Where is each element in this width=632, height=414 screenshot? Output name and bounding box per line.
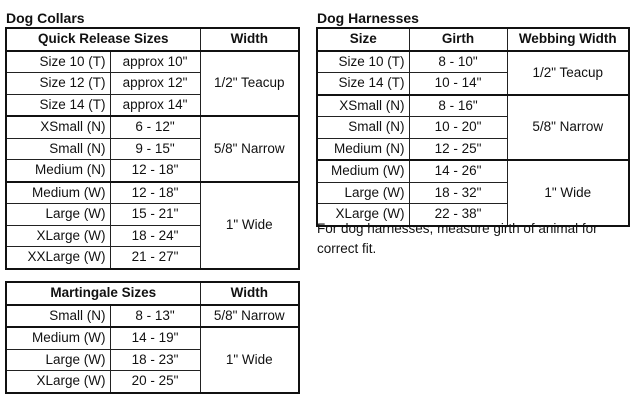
table-row: [317, 160, 629, 182]
size-cell: Size 12 (T): [6, 73, 110, 95]
size-cell: Medium (W): [6, 327, 110, 349]
measurement-cell: 10 - 20": [409, 117, 507, 139]
width-cell: 1" Wide: [507, 160, 629, 226]
width-cell: 5/8" Narrow: [200, 116, 299, 182]
size-cell: Large (W): [6, 204, 110, 226]
measurement-cell: 15 - 21": [110, 204, 200, 226]
measurement-cell: approx 10": [110, 51, 200, 73]
measurement-cell: 21 - 27": [110, 247, 200, 269]
measurement-cell: 22 - 38": [409, 204, 507, 226]
measurement-cell: 10 - 14": [409, 73, 507, 95]
size-cell: Large (W): [6, 349, 110, 371]
width-cell: 1" Wide: [200, 182, 299, 269]
column-header: Quick Release Sizes: [6, 28, 200, 51]
size-cell: Medium (W): [317, 160, 409, 182]
table-row: [6, 305, 299, 328]
width-cell: 5/8" Narrow: [200, 305, 299, 328]
column-header: Width: [200, 282, 299, 305]
table-row: [317, 51, 629, 73]
table-row: [6, 182, 299, 204]
measurement-cell: 14 - 19": [110, 327, 200, 349]
measurement-cell: 18 - 23": [110, 349, 200, 371]
size-cell: XLarge (W): [317, 204, 409, 226]
table-row: [317, 95, 629, 117]
size-cell: XLarge (W): [6, 225, 110, 247]
size-cell: Small (N): [6, 138, 110, 160]
size-cell: XXLarge (W): [6, 247, 110, 269]
size-cell: Size 10 (T): [317, 51, 409, 73]
column-header: Girth: [409, 28, 507, 51]
width-cell: 1" Wide: [200, 327, 299, 393]
width-cell: 1/2" Teacup: [507, 51, 629, 95]
measurement-cell: 12 - 25": [409, 138, 507, 160]
measurement-cell: 9 - 15": [110, 138, 200, 160]
size-cell: Size 14 (T): [317, 73, 409, 95]
martingale-table: [5, 281, 300, 394]
table-row: [6, 116, 299, 138]
column-header: Martingale Sizes: [6, 282, 200, 305]
table-row: [6, 51, 299, 73]
measurement-cell: 18 - 32": [409, 182, 507, 204]
size-cell: XSmall (N): [6, 116, 110, 138]
measurement-cell: 20 - 25": [110, 371, 200, 393]
measurement-cell: 12 - 18": [110, 182, 200, 204]
column-header: Size: [317, 28, 409, 51]
width-cell: 5/8" Narrow: [507, 95, 629, 161]
measurement-cell: 8 - 13": [110, 305, 200, 328]
size-cell: Medium (N): [317, 138, 409, 160]
dog-collars-title: Dog Collars: [6, 10, 85, 26]
size-cell: Medium (N): [6, 160, 110, 182]
harness-fit-note: For dog harnesses, measure girth of animal for correct fit.: [317, 221, 598, 256]
column-header: Webbing Width: [507, 28, 629, 51]
size-cell: XSmall (N): [317, 95, 409, 117]
column-header: Width: [200, 28, 299, 51]
measurement-cell: 8 - 16": [409, 95, 507, 117]
size-cell: Size 14 (T): [6, 94, 110, 116]
measurement-cell: approx 12": [110, 73, 200, 95]
dog-harnesses-table: [316, 27, 630, 227]
table-row: [6, 327, 299, 349]
dog-harnesses-title: Dog Harnesses: [317, 10, 419, 26]
size-cell: Small (N): [317, 117, 409, 139]
size-cell: Small (N): [6, 305, 110, 328]
size-cell: Large (W): [317, 182, 409, 204]
measurement-cell: 8 - 10": [409, 51, 507, 73]
size-cell: Size 10 (T): [6, 51, 110, 73]
size-cell: XLarge (W): [6, 371, 110, 393]
size-cell: Medium (W): [6, 182, 110, 204]
measurement-cell: 18 - 24": [110, 225, 200, 247]
width-cell: 1/2" Teacup: [200, 51, 299, 117]
measurement-cell: 12 - 18": [110, 160, 200, 182]
measurement-cell: 14 - 26": [409, 160, 507, 182]
measurement-cell: approx 14": [110, 94, 200, 116]
measurement-cell: 6 - 12": [110, 116, 200, 138]
dog-collars-table: [5, 27, 300, 270]
